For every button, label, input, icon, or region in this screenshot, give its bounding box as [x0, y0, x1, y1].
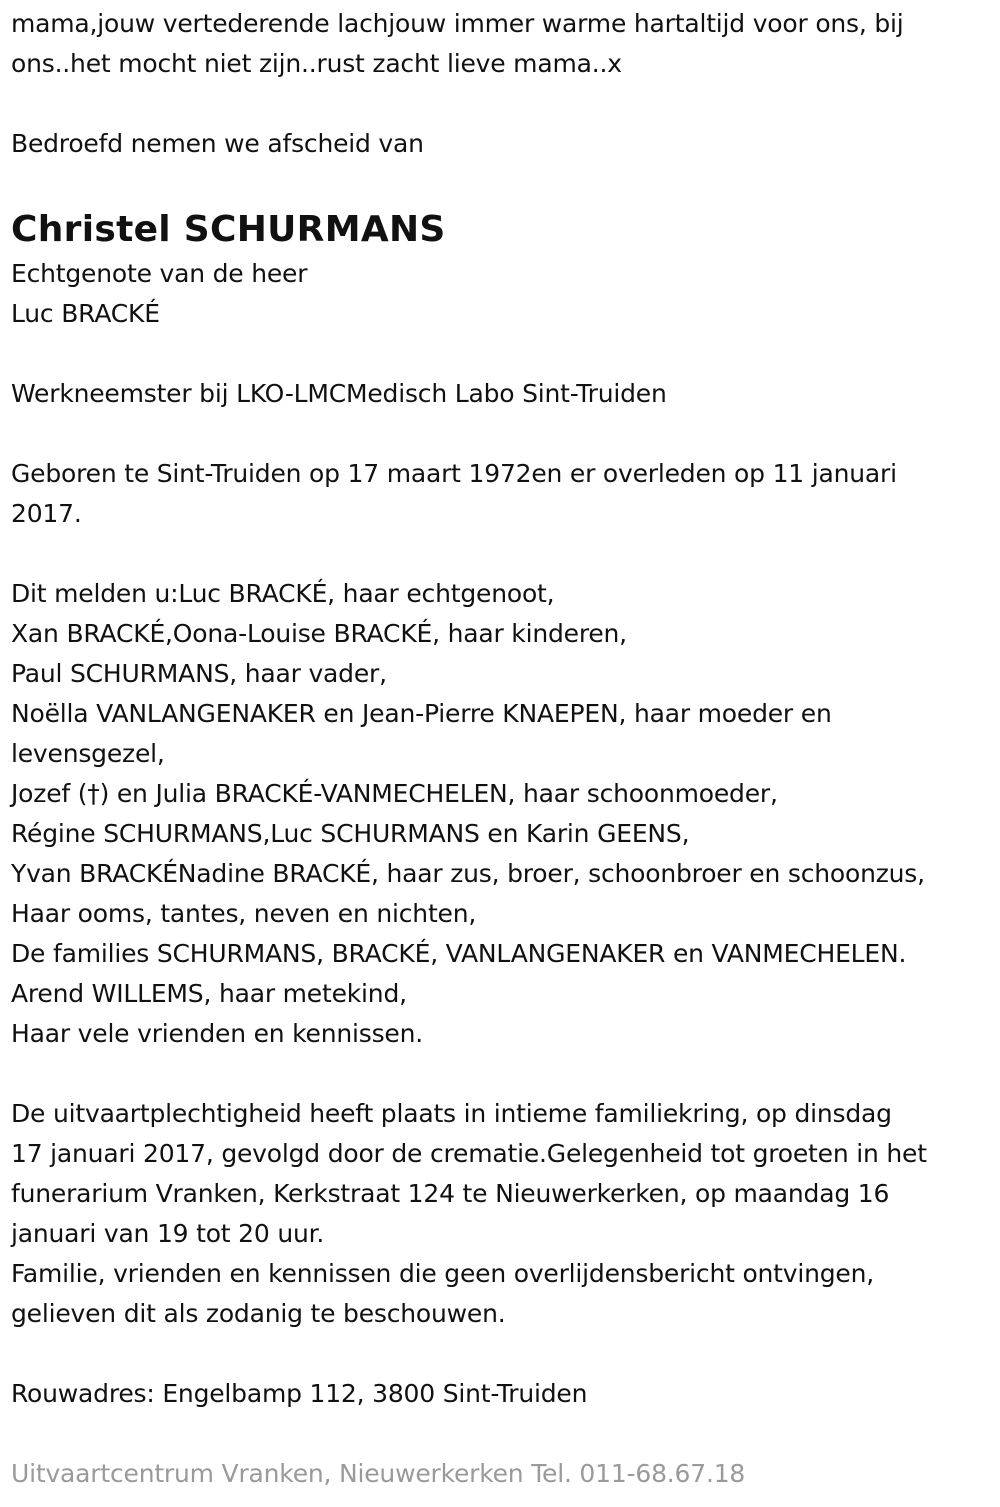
family-line: Régine SCHURMANS,Luc SCHURMANS en Karin GEENS, [11, 819, 690, 848]
ceremony-line: De uitvaartplechtigheid heeft plaats in intieme familiekring, op dinsdag [11, 1099, 892, 1128]
ceremony-line: funerarium Vranken, Kerkstraat 124 te Nieuwerkerken, op maandag 16 [11, 1179, 890, 1208]
family-line: Arend WILLEMS, haar metekind, [11, 979, 407, 1008]
family-line: Xan BRACKÉ,Oona-Louise BRACKÉ, haar kinderen, [11, 619, 627, 648]
family-list [11, 574, 991, 1054]
intro-line-1: mama,jouw vertederende lachjouw immer warme hartaltijd voor ons, bij [11, 9, 904, 38]
deceased-name: Christel SCHURMANS [11, 209, 446, 250]
funeral-home-footer: Uitvaartcentrum Vranken, Nieuwerkerken Tel. 011-68.67.18 [11, 1459, 746, 1488]
spouse-line-1: Echtgenote van de heer [11, 259, 308, 288]
family-line: Paul SCHURMANS, haar vader, [11, 659, 387, 688]
ceremony-line: 17 januari 2017, gevolgd door de crematie.Gelegenheid tot groeten in het [11, 1139, 927, 1168]
ceremony-details [11, 1094, 991, 1334]
occupation-text: Werkneemster bij LKO-LMCMedisch Labo Sint-Truiden [11, 379, 667, 408]
birth-death-line-1: Geboren te Sint-Truiden op 17 maart 1972en er overleden op 11 januari [11, 459, 897, 488]
obituary-document [11, 0, 991, 1494]
mourning-address: Rouwadres: Engelbamp 112, 3800 Sint-Truiden [11, 1379, 588, 1408]
ceremony-line: gelieven dit als zodanig te beschouwen. [11, 1299, 506, 1328]
family-line: levensgezel, [11, 739, 165, 768]
ceremony-line: Familie, vrienden en kennissen die geen overlijdensbericht ontvingen, [11, 1259, 875, 1288]
family-line: Jozef (†) en Julia BRACKÉ-VANMECHELEN, haar schoonmoeder, [11, 779, 778, 808]
family-line: Yvan BRACKÉNadine BRACKÉ, haar zus, broer, schoonbroer en schoonzus, [11, 859, 925, 888]
family-line: Noëlla VANLANGENAKER en Jean-Pierre KNAEPEN, haar moeder en [11, 699, 832, 728]
ceremony-line: januari van 19 tot 20 uur. [11, 1219, 325, 1248]
family-line: Dit melden u:Luc BRACKÉ, haar echtgenoot, [11, 579, 555, 608]
family-line: Haar ooms, tantes, neven en nichten, [11, 899, 477, 928]
birth-death-line-2: 2017. [11, 499, 82, 528]
family-line: Haar vele vrienden en kennissen. [11, 1019, 423, 1048]
spouse-line-2: Luc BRACKÉ [11, 299, 160, 328]
family-line: De families SCHURMANS, BRACKÉ, VANLANGENAKER en VANMECHELEN. [11, 939, 907, 968]
announcement-text: Bedroefd nemen we afscheid van [11, 129, 424, 158]
intro-line-2: ons..het mocht niet zijn..rust zacht lieve mama..x [11, 49, 622, 78]
